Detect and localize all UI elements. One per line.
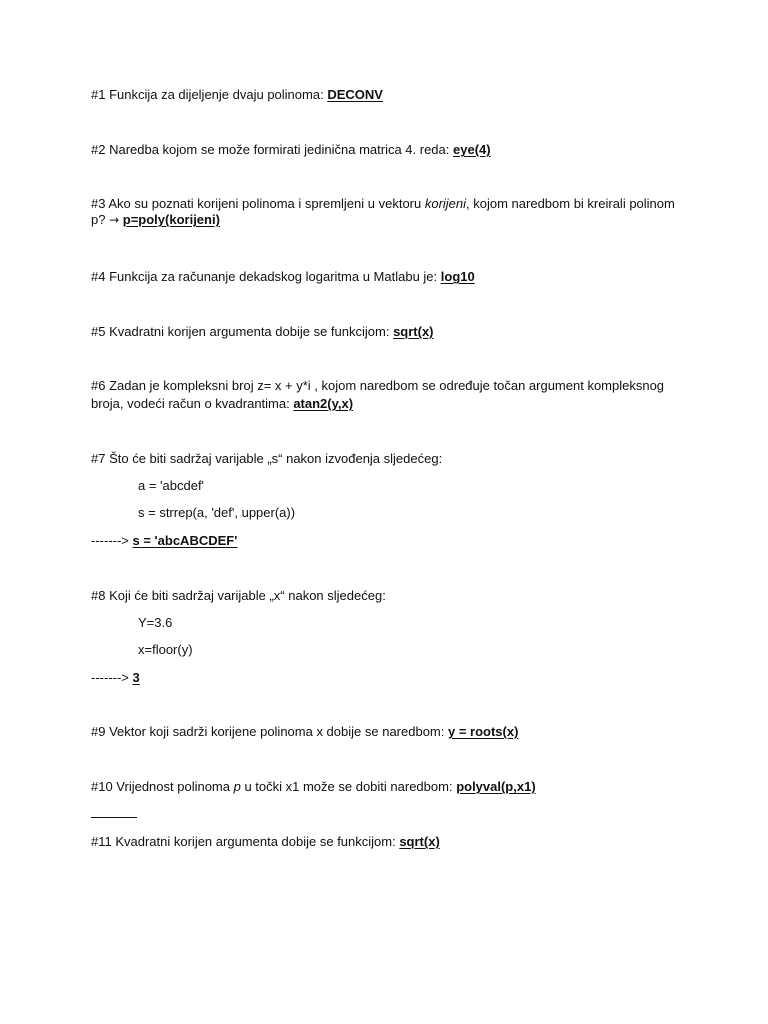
question-7-code-line-1 bbox=[138, 478, 204, 494]
question-4-text: #4 Funkcija za računanje dekadskog logaritma u Matlabu je: bbox=[91, 269, 441, 284]
question-7-result bbox=[91, 533, 237, 549]
code-line: x=floor(y) bbox=[138, 642, 193, 657]
question-8-code-line-1 bbox=[138, 615, 172, 631]
question-8-code-line-2 bbox=[138, 642, 193, 658]
question-2-answer: eye(4) bbox=[453, 142, 491, 157]
question-3-text-before: #3 Ako su poznati korijeni polinoma i spremljeni u vektoru bbox=[91, 196, 425, 211]
question-11-answer: sqrt(x) bbox=[399, 834, 440, 849]
question-1-answer: DECONV bbox=[327, 87, 383, 102]
question-3-text-after: , kojom naredbom bi kreirali polinom p? bbox=[91, 196, 675, 227]
question-1 bbox=[91, 87, 383, 103]
question-7-code-line-2 bbox=[138, 505, 295, 521]
question-5 bbox=[91, 324, 434, 340]
right-arrow-icon: → bbox=[109, 213, 120, 227]
question-2-text: #2 Naredba kojom se može formirati jedinična matrica 4. reda: bbox=[91, 142, 453, 157]
question-3-italic: korijeni bbox=[424, 196, 467, 211]
question-4 bbox=[91, 269, 475, 285]
code-line: Y=3.6 bbox=[138, 615, 173, 630]
result-prefix: -------> bbox=[91, 670, 133, 685]
question-11-text: #11 Kvadratni korijen argumenta dobije se funkcijom: bbox=[91, 834, 400, 849]
question-9-text: #9 Vektor koji sadrži korijene polinoma x dobije se naredbom: bbox=[91, 724, 448, 739]
question-6-text-line-1: #6 Zadan je kompleksni broj z= x + y*i , kojom naredbom se određuje točan argument kompleksnog bbox=[91, 378, 665, 393]
question-10-italic: p bbox=[233, 779, 241, 794]
question-7-text: #7 Što će biti sadržaj varijable „s“ nakon izvođenja sljedećeg: bbox=[91, 451, 443, 466]
question-10-text-after: u točki x1 može se dobiti naredbom: bbox=[240, 779, 457, 794]
question-10 bbox=[91, 779, 536, 795]
question-8 bbox=[91, 588, 386, 604]
question-6-text-line-2: broja, vodeći račun o kvadrantima: bbox=[91, 396, 294, 411]
question-9 bbox=[91, 724, 518, 740]
question-5-answer: sqrt(x) bbox=[393, 324, 434, 339]
question-7-answer: s = 'abcABCDEF' bbox=[132, 533, 238, 548]
question-10-answer: polyval(p,x1) bbox=[456, 779, 536, 794]
question-9-answer: y = roots(x) bbox=[447, 724, 519, 739]
question-4-answer: log10 bbox=[440, 269, 475, 284]
question-8-result bbox=[91, 670, 140, 686]
question-8-text: #8 Koji će biti sadržaj varijable „x“ nakon sljedećeg: bbox=[91, 588, 386, 603]
result-prefix: -------> bbox=[91, 533, 133, 548]
question-6-line-2 bbox=[91, 396, 353, 412]
question-2 bbox=[91, 142, 491, 158]
question-5-text: #5 Kvadratni korijen argumenta dobije se funkcijom: bbox=[91, 324, 394, 339]
question-7 bbox=[91, 451, 442, 467]
question-1-text: #1 Funkcija za dijeljenje dvaju polinoma: bbox=[91, 87, 328, 102]
question-10-text-before: #10 Vrijednost polinoma bbox=[91, 779, 234, 794]
question-3-answer: p=poly(korijeni) bbox=[122, 212, 220, 227]
question-8-answer: 3 bbox=[132, 670, 140, 685]
horizontal-rule bbox=[91, 817, 137, 818]
question-11 bbox=[91, 834, 440, 850]
question-6-line-1 bbox=[91, 378, 664, 394]
code-line: s = strrep(a, 'def', upper(a)) bbox=[138, 505, 296, 520]
code-line: a = 'abcdef' bbox=[138, 478, 205, 493]
question-6-answer: atan2(y,x) bbox=[293, 396, 354, 411]
question-3 bbox=[91, 196, 676, 228]
